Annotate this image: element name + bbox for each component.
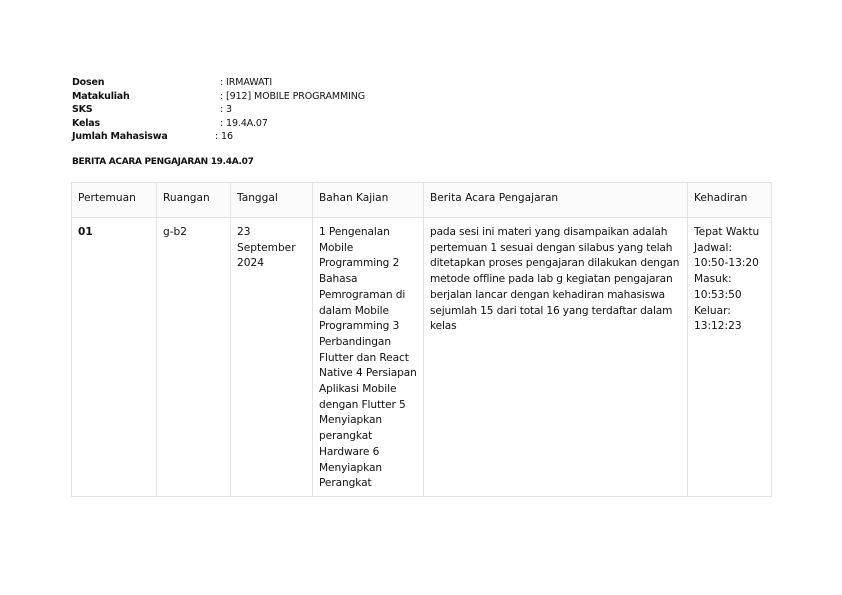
cell-kehadiran: Tepat Waktu Jadwal: 10:50-13:20 Masuk: 10:53:50 Keluar: 13:12:23	[688, 218, 772, 497]
cell-berita-acara: pada sesi ini materi yang disampaikan adalah pertemuan 1 sesuai dengan silabus yang telah ditetapkan proses pengajaran dilakukan dengan metode offline pada lab g kegiatan pengajaran berjalan lancar dengan kehadiran mahasiswa sejumlah 15 dari total 16 yang terdaftar dalam kelas	[424, 218, 688, 497]
berita-acara-table	[71, 182, 772, 497]
info-label: Dosen	[72, 77, 105, 88]
info-value: : 3	[220, 104, 232, 116]
info-label: SKS	[72, 104, 93, 116]
table-header-row	[72, 183, 772, 218]
table-row	[72, 218, 772, 497]
cell-ruangan: g-b2	[157, 218, 231, 497]
column-header-tanggal: Tanggal	[231, 183, 313, 218]
cell-bahan-kajian: 1 Pengenalan Mobile Programming 2 Bahasa Pemrograman di dalam Mobile Programming 3 Perbandingan Flutter dan React Native 4 Persiapan Aplikasi Mobile dengan Flutter 5 Menyiapkan perangkat Hardware 6 Menyiapkan Perangkat	[313, 218, 424, 497]
info-value: : [912] MOBILE PROGRAMMING	[220, 90, 366, 102]
info-value: : 19.4A.07	[220, 117, 268, 129]
cell-pertemuan: 01	[72, 218, 157, 497]
cell-tanggal: 23 September 2024	[231, 218, 313, 497]
info-value: : 16	[215, 131, 233, 143]
column-header-bahan-kajian: Bahan Kajian	[313, 183, 424, 218]
column-header-ruangan: Ruangan	[157, 183, 231, 218]
info-label: Jumlah Mahasiswa	[72, 131, 168, 143]
section-title: BERITA ACARA PENGAJARAN 19.4A.07	[72, 157, 254, 167]
info-label: Kelas	[72, 117, 100, 129]
column-header-pertemuan: Pertemuan	[72, 183, 157, 218]
info-value: : IRMAWATI	[220, 77, 273, 88]
info-label: Matakuliah	[72, 90, 130, 102]
column-header-kehadiran: Kehadiran	[688, 183, 772, 218]
column-header-berita-acara: Berita Acara Pengajaran	[424, 183, 688, 218]
